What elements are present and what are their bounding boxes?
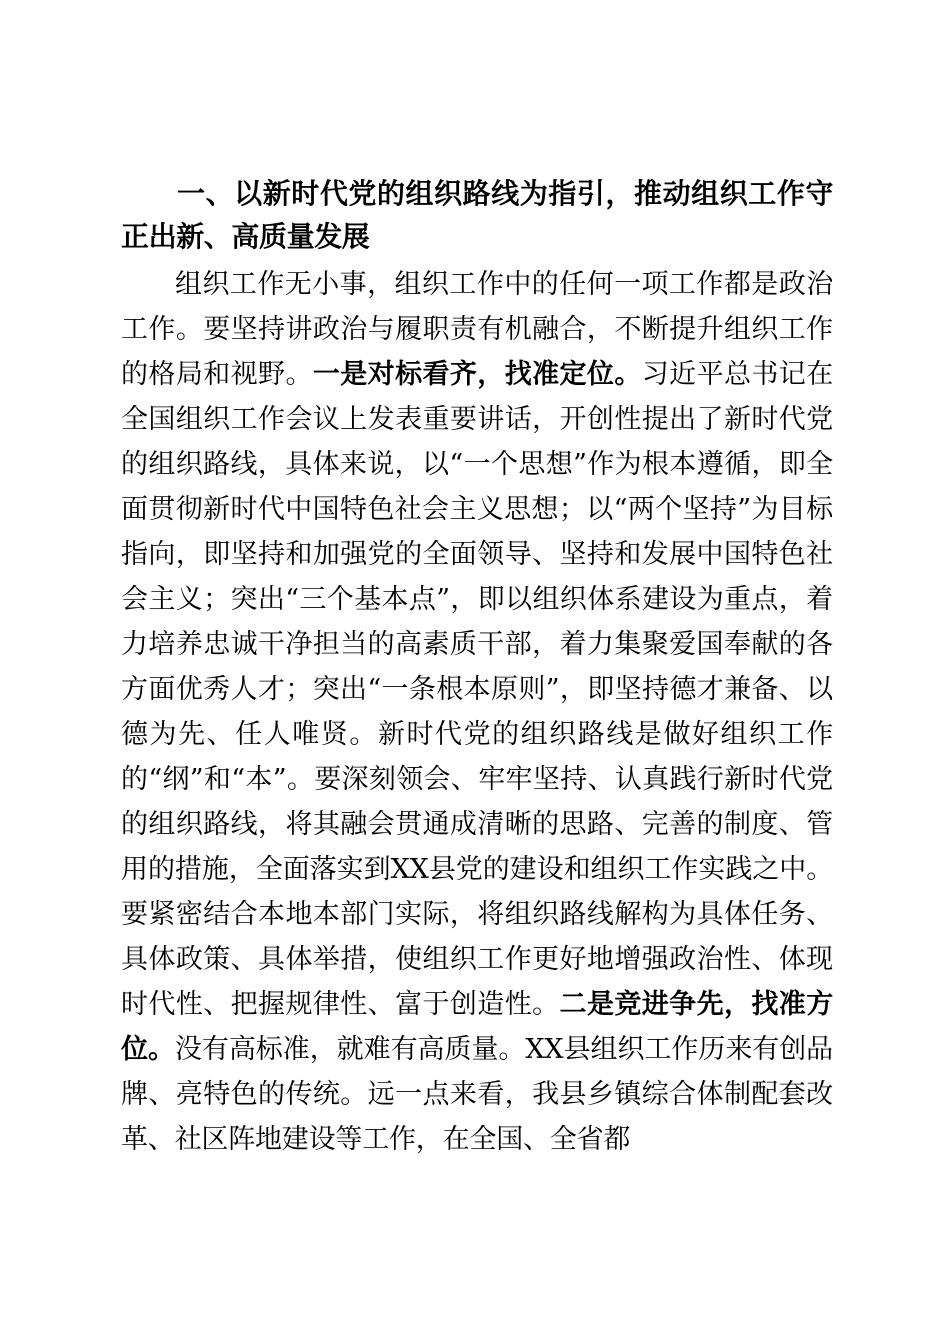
- paragraph-text-3: 没有高标准，就难有高质量。XX县组织工作历来有创品牌、亮特色的传统。远一点来看，我县乡镇综合体制配套改革、社区阵地建设等工作，在全国、全省都: [121, 1034, 833, 1155]
- paragraph-text-1: 组织工作无小事，组织工作中的任何一项工作都是政治工作。要坚持讲政治与履职责有机融合，不断提升组织工作的格局和视野。: [121, 269, 833, 390]
- paragraph-text-2: 习近平总书记在全国组织工作会议上发表重要讲话，开创性提出了新时代党的组织路线，具体来说，以“一个思想”作为根本遵循，即全面贯彻新时代中国特色社会主义思想；以“两个坚持”为目标指向，即坚持和加强党的全面领导、坚持和发展中国特色社会主义；突出“三个基本点”，即以组织体系建设为重点，着力培养忠诚干净担当的高素质干部，着力集聚爱国奉献的各方面优秀人才；突出“一条根本原则”，即坚持德才兼备、以德为先、任人唯贤。新时代党的组织路线是做好组织工作的“纲”和“本”。要深刻领会、牢牢坚持、认真践行新时代党的组织路线，将其融会贯通成清晰的思路、完善的制度、管用的措施，全面落实到XX县党的建设和组织工作实践之中。要紧密结合本地本部门实际，将组织路线解构为具体任务、具体政策、具体举措，使组织工作更好地增强政治性、体现时代性、把握规律性、富于创造性。: [121, 359, 833, 1020]
- body-paragraph: [121, 262, 833, 1162]
- bold-point-1: 一是对标看齐，找准定位。: [312, 359, 642, 390]
- bold-point-2: 二是竞进争先，找准方位。: [121, 989, 833, 1065]
- section-heading: 一、以新时代党的组织路线为指引，推动组织工作守正出新、高质量发展: [121, 177, 833, 253]
